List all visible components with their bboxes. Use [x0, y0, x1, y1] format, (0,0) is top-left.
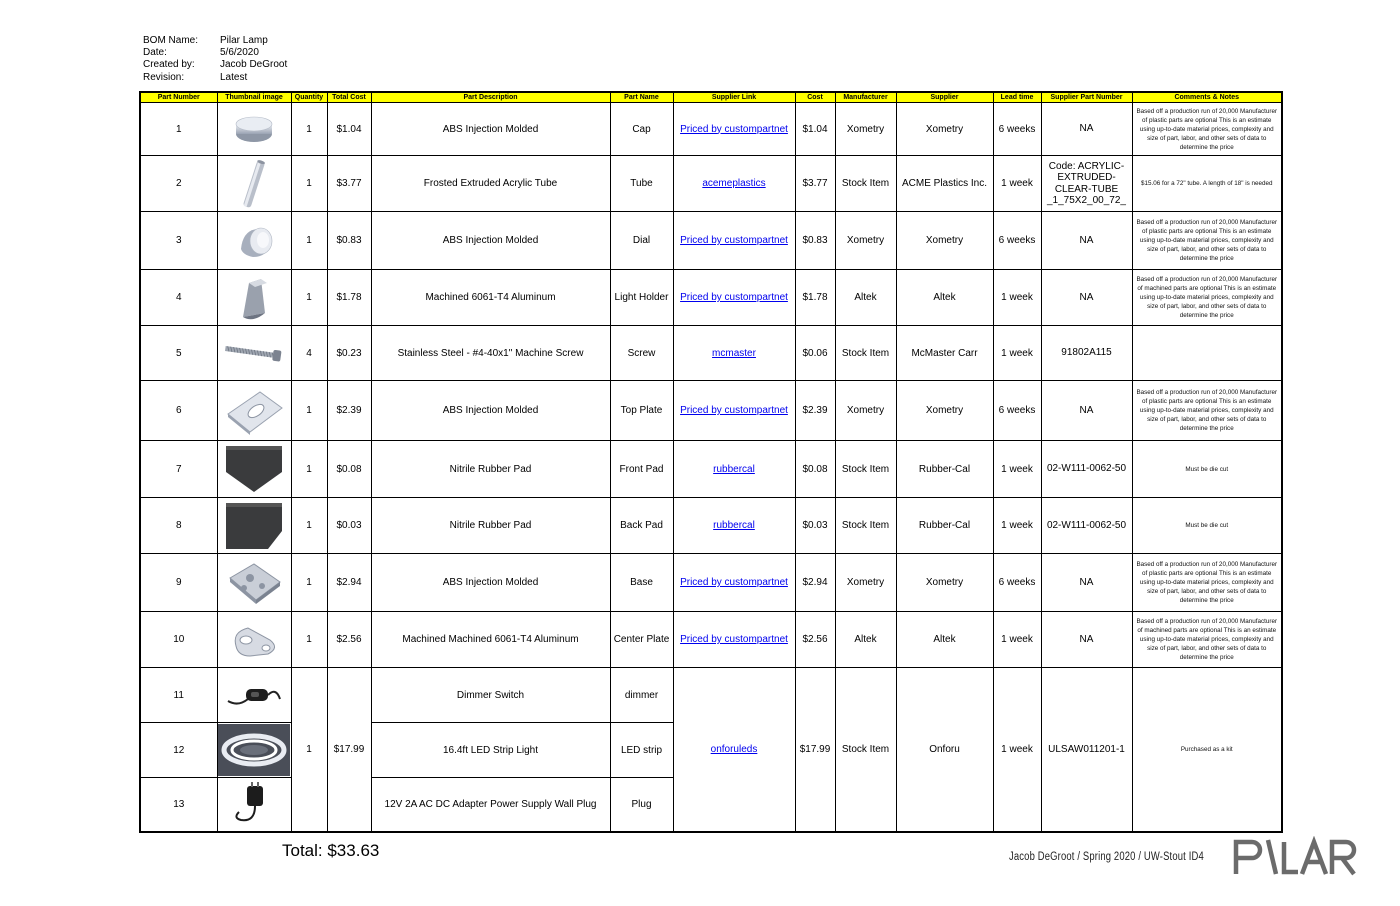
supplier-part-number: 02-W111-0062-50 [1041, 498, 1132, 554]
manufacturer: Stock Item [835, 156, 896, 212]
supplier: Xometry [896, 212, 993, 270]
unit-cost: $3.77 [795, 156, 835, 212]
part-name: Dial [610, 212, 673, 270]
column-header: Supplier Part Number [1041, 92, 1132, 103]
quantity: 1 [291, 612, 327, 668]
supplier-link[interactable]: Priced by custompartnet [680, 292, 788, 303]
supplier-link-cell [673, 212, 795, 270]
supplier-part-number: NA [1041, 103, 1132, 156]
total-cost: $17.99 [327, 668, 371, 832]
total-cost: $0.03 [327, 498, 371, 554]
part-description: Frosted Extruded Acrylic Tube [371, 156, 610, 212]
part-number: 9 [140, 554, 217, 612]
thumbnail-cell [217, 723, 291, 778]
supplier-link-cell [673, 103, 795, 156]
table-row [140, 498, 1282, 554]
manufacturer: Xometry [835, 554, 896, 612]
supplier-link-cell [673, 498, 795, 554]
thumbnail-cell [217, 156, 291, 212]
part-number: 7 [140, 441, 217, 498]
total-cost: $0.23 [327, 326, 371, 381]
supplier: McMaster Carr [896, 326, 993, 381]
lead-time: 6 weeks [993, 103, 1041, 156]
table-row [140, 441, 1282, 498]
part-description: 12V 2A AC DC Adapter Power Supply Wall Plug [371, 778, 610, 832]
quantity: 1 [291, 668, 327, 832]
unit-cost: $2.94 [795, 554, 835, 612]
supplier-link-cell [673, 554, 795, 612]
supplier-part-number: Code: ACRYLIC-EXTRUDED-CLEAR-TUBE _1_75X2_00_72_ [1041, 156, 1132, 212]
part-number: 11 [140, 668, 217, 723]
table-row [140, 612, 1282, 668]
part-name: Screw [610, 326, 673, 381]
part-name: Front Pad [610, 441, 673, 498]
thumbnail-cell [217, 668, 291, 723]
led-strip-thumbnail-icon [218, 724, 291, 777]
lead-time: 1 week [993, 441, 1041, 498]
manufacturer: Altek [835, 270, 896, 326]
total-cost: $0.83 [327, 212, 371, 270]
thumbnail-cell [217, 270, 291, 326]
part-number: 8 [140, 498, 217, 554]
column-header: Cost [795, 92, 835, 103]
table-row [140, 326, 1282, 381]
total-cost: $2.39 [327, 381, 371, 441]
lead-time: 1 week [993, 498, 1041, 554]
column-header: Part Name [610, 92, 673, 103]
lead-time: 1 week [993, 326, 1041, 381]
supplier-link-cell [673, 381, 795, 441]
meta-row [143, 47, 287, 59]
supplier-part-number: NA [1041, 381, 1132, 441]
part-description: Machined 6061-T4 Aluminum [371, 270, 610, 326]
supplier-link[interactable]: mcmaster [712, 347, 756, 359]
footer-credit: Jacob DeGroot / Spring 2020 / UW-Stout ID4 [1009, 851, 1204, 863]
manufacturer: Xometry [835, 212, 896, 270]
cap-thumbnail-icon [218, 104, 291, 155]
unit-cost: $0.83 [795, 212, 835, 270]
top-plate-thumbnail-icon [218, 382, 291, 440]
part-description: Nitrile Rubber Pad [371, 441, 610, 498]
quantity: 1 [291, 156, 327, 212]
supplier-link[interactable]: rubbercal [713, 463, 755, 475]
supplier-link[interactable]: onforuleds [710, 743, 758, 755]
supplier-part-number: ULSAW011201-1 [1041, 668, 1132, 832]
unit-cost: $0.08 [795, 441, 835, 498]
supplier: Altek [896, 270, 993, 326]
part-description: Nitrile Rubber Pad [371, 498, 610, 554]
supplier: Rubber-Cal [896, 441, 993, 498]
table-row [140, 381, 1282, 441]
part-description: ABS Injection Molded [371, 381, 610, 441]
part-number: 10 [140, 612, 217, 668]
part-number: 12 [140, 723, 217, 778]
column-header: Thumbnail image [217, 92, 291, 103]
part-description: Dimmer Switch [371, 668, 610, 723]
quantity: 1 [291, 441, 327, 498]
part-description: Stainless Steel - #4-40x1" Machine Screw [371, 326, 610, 381]
total-cost: $1.78 [327, 270, 371, 326]
lead-time: 6 weeks [993, 554, 1041, 612]
supplier-link[interactable]: Priced by custompartnet [680, 235, 788, 246]
comments-notes: Based off a production run of 20,000 Manufacturer of plastic parts are optional This is an estimate using up-to-date material prices, complexity and size of part, labor, and other sets of data to determine the price [1132, 554, 1282, 612]
part-number: 4 [140, 270, 217, 326]
thumbnail-cell [217, 441, 291, 498]
comments-notes: $15.06 for a 72" tube. A length of 18" is needed [1132, 156, 1282, 212]
manufacturer: Stock Item [835, 498, 896, 554]
part-description: Machined Machined 6061-T4 Aluminum [371, 612, 610, 668]
thumbnail-cell [217, 498, 291, 554]
comments-notes: Based off a production run of 20,000 Manufacturer of plastic parts are optional This is an estimate using up-to-date material prices, complexity and size of part, labor, and other sets of data to determine the price [1132, 103, 1282, 156]
light-holder-thumbnail-icon [218, 271, 291, 325]
meta-value: Jacob DeGroot [220, 59, 288, 71]
bom-meta [143, 35, 287, 84]
center-plate-thumbnail-icon [218, 613, 291, 667]
table-row [140, 270, 1282, 326]
quantity: 1 [291, 381, 327, 441]
part-number: 2 [140, 156, 217, 212]
column-header: Comments & Notes [1132, 92, 1282, 103]
supplier: ACME Plastics Inc. [896, 156, 993, 212]
supplier-link[interactable]: Priced by custompartnet [680, 577, 788, 588]
meta-label: BOM Name: [143, 35, 199, 46]
manufacturer: Stock Item [835, 326, 896, 381]
supplier-part-number: NA [1041, 212, 1132, 270]
lead-time: 6 weeks [993, 381, 1041, 441]
supplier-link-cell [673, 668, 795, 832]
part-number: 6 [140, 381, 217, 441]
comments-notes: Must be die cut [1132, 441, 1282, 498]
comments-notes: Based off a production run of 20,000 Manufacturer of machined parts are optional This is an estimate using up-to-date material prices, complexity and size of part, labor, and other sets of data to determine the price [1132, 270, 1282, 326]
supplier: Xometry [896, 103, 993, 156]
power-plug-thumbnail-icon [218, 778, 291, 830]
lead-time: 6 weeks [993, 212, 1041, 270]
supplier-part-number: NA [1041, 612, 1132, 668]
manufacturer: Xometry [835, 103, 896, 156]
quantity: 1 [291, 212, 327, 270]
part-name: Tube [610, 156, 673, 212]
unit-cost: $1.04 [795, 103, 835, 156]
thumbnail-cell [217, 554, 291, 612]
total-cost: $3.77 [327, 156, 371, 212]
supplier: Altek [896, 612, 993, 668]
supplier-link[interactable]: Priced by custompartnet [680, 405, 788, 416]
front-pad-thumbnail-icon [218, 442, 291, 497]
table-row [140, 554, 1282, 612]
back-pad-thumbnail-icon [218, 499, 291, 553]
supplier-link[interactable]: rubbercal [713, 520, 755, 531]
supplier: Onforu [896, 668, 993, 832]
column-header: Quantity [291, 92, 327, 103]
part-name: Plug [610, 778, 673, 832]
bom-body [140, 103, 1282, 832]
comments-notes: Based off a production run of 20,000 Manufacturer of plastic parts are optional This is an estimate using up-to-date material prices, complexity and size of part, labor, and other sets of data to determine the price [1132, 381, 1282, 441]
lead-time: 1 week [993, 612, 1041, 668]
thumbnail-cell [217, 612, 291, 668]
part-name: Center Plate [610, 612, 673, 668]
supplier-part-number: NA [1041, 270, 1132, 326]
comments-notes: Based off a production run of 20,000 Manufacturer of plastic parts are optional This is an estimate using up-to-date material prices, complexity and size of part, labor, and other sets of data to determine the price [1132, 212, 1282, 270]
meta-label: Created by: [143, 59, 195, 71]
part-number: 5 [140, 326, 217, 381]
column-header: Part Number [140, 92, 217, 103]
unit-cost: $2.56 [795, 612, 835, 668]
unit-cost: $1.78 [795, 270, 835, 326]
supplier: Xometry [896, 554, 993, 612]
meta-label: Date: [143, 47, 167, 59]
thumbnail-cell [217, 212, 291, 270]
meta-label: Revision: [143, 71, 185, 83]
quantity: 1 [291, 103, 327, 156]
supplier-link-cell [673, 441, 795, 498]
supplier-part-number: NA [1041, 554, 1132, 612]
table-row [140, 156, 1282, 212]
supplier-part-number: 02-W111-0062-50 [1041, 441, 1132, 498]
quantity: 4 [291, 326, 327, 381]
column-header: Supplier [896, 92, 993, 103]
supplier-link-cell [673, 270, 795, 326]
meta-value: 5/6/2020 [220, 47, 259, 59]
manufacturer: Xometry [835, 381, 896, 441]
total-cost: $2.94 [327, 554, 371, 612]
pilar-logo [1232, 836, 1360, 883]
dial-thumbnail-icon [218, 213, 291, 269]
table-row [140, 212, 1282, 270]
column-header: Total Cost [327, 92, 371, 103]
comments-notes [1132, 326, 1282, 381]
quantity: 1 [291, 554, 327, 612]
meta-row [143, 72, 287, 84]
manufacturer: Stock Item [835, 441, 896, 498]
thumbnail-cell [217, 778, 291, 832]
thumbnail-cell [217, 326, 291, 381]
comments-notes: Purchased as a kit [1132, 668, 1282, 832]
lead-time: 1 week [993, 156, 1041, 212]
part-number: 1 [140, 103, 217, 156]
part-name: Cap [610, 103, 673, 156]
total-cost: $1.04 [327, 103, 371, 156]
pilar-logo-icon [1232, 836, 1360, 878]
part-name: Top Plate [610, 381, 673, 441]
lead-time: 1 week [993, 270, 1041, 326]
unit-cost: $0.03 [795, 498, 835, 554]
supplier: Rubber-Cal [896, 498, 993, 554]
grand-total: Total: $33.63 [282, 841, 380, 860]
supplier-link-cell [673, 326, 795, 381]
unit-cost: $17.99 [795, 668, 835, 832]
thumbnail-cell [217, 381, 291, 441]
unit-cost: $0.06 [795, 326, 835, 381]
meta-row [143, 59, 287, 71]
part-description: 16.4ft LED Strip Light [371, 723, 610, 778]
supplier-link[interactable]: Priced by custompartnet [680, 634, 788, 645]
part-name: LED strip [610, 723, 673, 778]
manufacturer: Altek [835, 612, 896, 668]
supplier-link[interactable]: Priced by custompartnet [680, 123, 788, 135]
part-number: 13 [140, 778, 217, 832]
base-thumbnail-icon [218, 555, 291, 611]
thumbnail-cell [217, 103, 291, 156]
part-description: ABS Injection Molded [371, 212, 610, 270]
tube-thumbnail-icon [218, 157, 291, 211]
dimmer-thumbnail-icon [218, 669, 291, 722]
supplier-part-number: 91802A115 [1041, 326, 1132, 381]
part-name: Light Holder [610, 270, 673, 326]
table-row [140, 103, 1282, 156]
screw-thumbnail-icon [218, 327, 291, 380]
part-name: Base [610, 554, 673, 612]
meta-value: Latest [220, 71, 248, 83]
column-header: Part Description [371, 92, 610, 103]
quantity: 1 [291, 498, 327, 554]
part-description: ABS Injection Molded [371, 103, 610, 156]
total-cost: $2.56 [327, 612, 371, 668]
supplier-link-cell [673, 612, 795, 668]
part-name: dimmer [610, 668, 673, 723]
meta-row [143, 35, 287, 47]
meta-value: Pilar Lamp [220, 35, 268, 46]
supplier-link[interactable]: acemeplastics [702, 178, 766, 189]
comments-notes: Based off a production run of 20,000 Manufacturer of machined parts are optional This is an estimate using up-to-date material prices, complexity and size of part, labor, and other sets of data to determine the price [1132, 612, 1282, 668]
total-cost: $0.08 [327, 441, 371, 498]
part-name: Back Pad [610, 498, 673, 554]
supplier: Xometry [896, 381, 993, 441]
part-number: 3 [140, 212, 217, 270]
part-description: ABS Injection Molded [371, 554, 610, 612]
column-header: Supplier Link [673, 92, 795, 103]
supplier-link-cell [673, 156, 795, 212]
comments-notes: Must be die cut [1132, 498, 1282, 554]
bom-table [139, 91, 1283, 833]
manufacturer: Stock Item [835, 668, 896, 832]
table-row [140, 668, 1282, 723]
quantity: 1 [291, 270, 327, 326]
lead-time: 1 week [993, 668, 1041, 832]
column-header: Manufacturer [835, 92, 896, 103]
header-row [140, 92, 1282, 103]
column-header: Lead time [993, 92, 1041, 103]
unit-cost: $2.39 [795, 381, 835, 441]
